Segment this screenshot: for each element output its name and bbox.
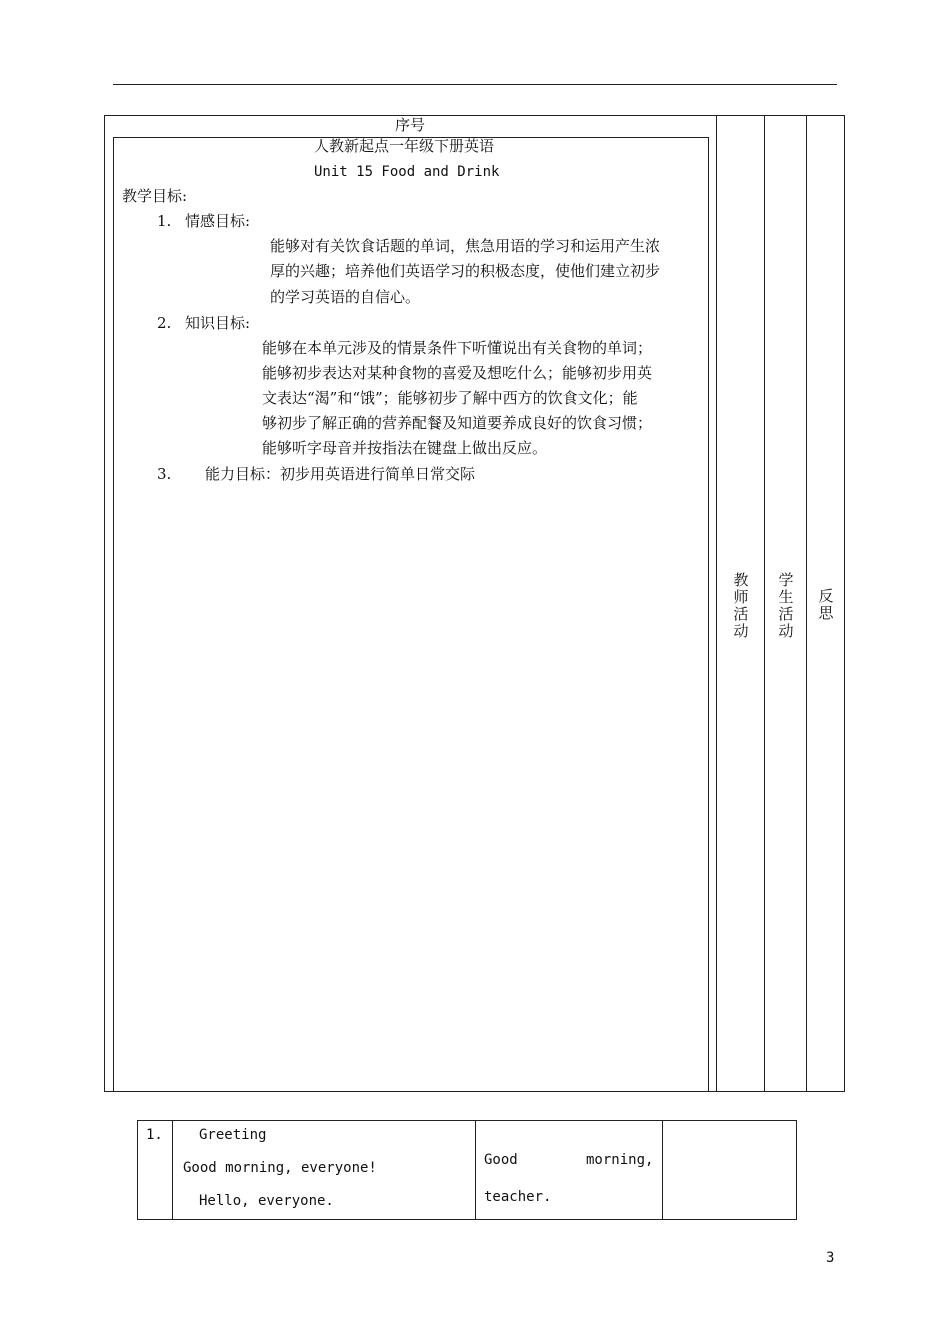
objective-number: 1.	[157, 212, 172, 230]
activity-number: 1.	[146, 1127, 163, 1143]
student-activity-header: 学生活动	[778, 571, 794, 640]
serial-label: 序号	[395, 116, 426, 134]
unit-title: Unit 15 Food and Drink	[314, 164, 500, 180]
objective-text: 文表达“渴”和“饿”；能够初步了解中西方的饮食文化；能	[262, 389, 638, 407]
activity-teacher-line: Good morning, everyone!	[183, 1160, 377, 1176]
objective-text: 厚的兴趣；培养他们英语学习的积极态度，使他们建立初步	[270, 262, 661, 280]
top-rule	[113, 84, 837, 85]
activity-student-word: Good	[484, 1152, 518, 1168]
objective-label: 情感目标:	[185, 212, 251, 230]
objective-text: 能够对有关饮食话题的单词，焦急用语的学习和运用产生浓	[270, 237, 661, 255]
column-divider	[806, 115, 807, 1092]
lesson-content-box	[113, 137, 709, 1092]
objective-text: 的学习英语的自信心。	[270, 288, 421, 306]
objective-number: 3.	[157, 465, 172, 483]
activity-column-divider	[172, 1120, 173, 1220]
column-divider	[716, 115, 717, 1092]
activity-column-divider	[475, 1120, 476, 1220]
objective-text: 能够在本单元涉及的情景条件下听懂说出有关食物的单词；	[262, 339, 653, 357]
objectives-label: 教学目标:	[122, 187, 188, 205]
activity-student-line: teacher.	[484, 1189, 552, 1205]
objective-text: 能够听字母音并按指法在键盘上做出反应。	[262, 439, 548, 457]
lesson-content-box-bottom	[113, 1091, 709, 1092]
column-divider	[764, 115, 765, 1092]
teacher-activity-header: 教师活动	[733, 571, 749, 640]
activity-teacher-line: Hello, everyone.	[199, 1193, 334, 1209]
objective-text: 够初步了解正确的营养配餐及知道要养成良好的饮食习惯；	[262, 414, 653, 432]
activity-student-word: morning,	[586, 1152, 654, 1168]
objective-number: 2.	[157, 314, 172, 332]
objective-label: 知识目标:	[185, 314, 251, 332]
page-number: 3	[826, 1250, 835, 1266]
lesson-title: 人教新起点一年级下册英语	[314, 137, 495, 155]
reflection-header: 反思	[818, 587, 834, 622]
objective-label: 能力目标：初步用英语进行简单日常交际	[205, 465, 476, 483]
activity-teacher-line: Greeting	[199, 1127, 267, 1143]
objective-text: 能够初步表达对某种食物的喜爱及想吃什么；能够初步用英	[262, 364, 653, 382]
activity-column-divider	[662, 1120, 663, 1220]
